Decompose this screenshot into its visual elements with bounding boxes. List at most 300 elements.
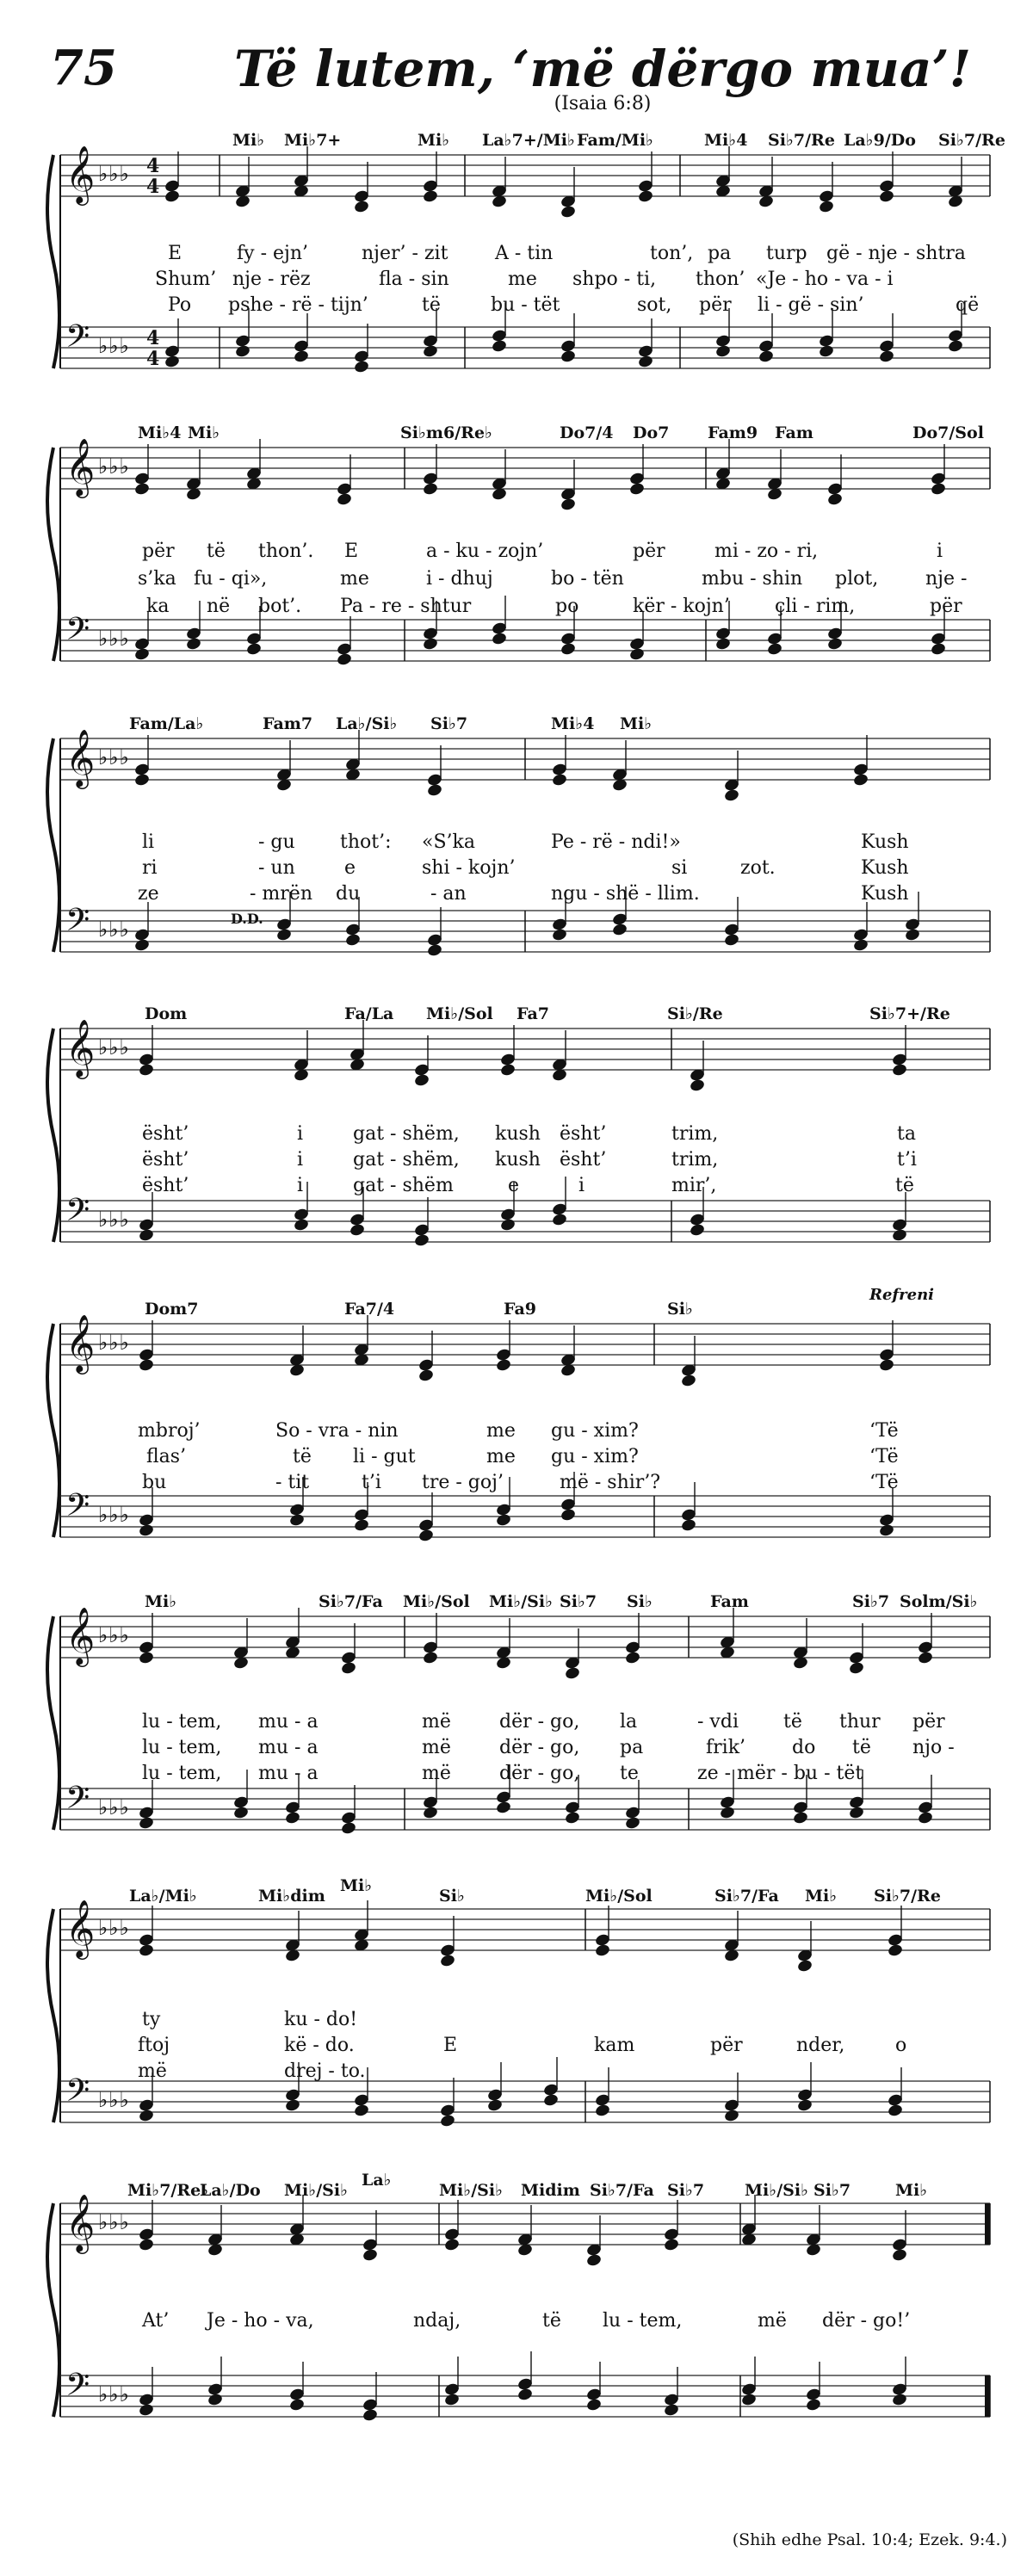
lyric-syllable: Shum’ [155, 269, 217, 290]
lyric-syllable: la [620, 1711, 638, 1733]
notehead [133, 482, 150, 497]
chord-symbol: Mi♭ [145, 1592, 177, 1611]
notehead [930, 642, 946, 657]
notehead [551, 1213, 567, 1227]
key-signature-flats: ♭♭♭ [98, 162, 130, 186]
key-signature-flats: ♭♭♭ [98, 917, 130, 942]
lyric-syllable: Pe - rë - ndi!» [551, 831, 681, 853]
notehead [628, 482, 645, 497]
notehead [426, 943, 442, 958]
chord-symbol: Mi♭/Si♭ [439, 2181, 504, 2200]
lyric-syllable: mu - a [258, 1763, 319, 1784]
lyric-syllable: më [422, 1763, 451, 1784]
music-system-6 [0, 1582, 1033, 1892]
notehead [275, 928, 292, 942]
lyric-syllable: për [930, 596, 962, 617]
notehead [560, 205, 576, 219]
notehead [133, 647, 150, 662]
chord-symbol: Fam [710, 1592, 749, 1611]
lyric-syllable: thur [839, 1711, 881, 1733]
lyric-syllable: të [422, 294, 441, 316]
notehead [624, 1816, 640, 1831]
notehead [637, 355, 653, 369]
lyric-syllable: kush [495, 1123, 541, 1145]
notehead [422, 1651, 438, 1665]
lyric-syllable: bu [142, 1472, 167, 1493]
notehead [138, 1816, 154, 1831]
lyric-syllable: s’ka [138, 568, 176, 590]
notehead [878, 189, 894, 204]
scripture-reference: (Isaia 6:8) [554, 93, 652, 114]
chord-symbol: La♭ [362, 2171, 392, 2190]
lyric-syllable: që [956, 294, 980, 316]
notehead [207, 2393, 223, 2407]
key-signature-flats: ♭♭♭ [98, 1623, 130, 1647]
bass-clef-icon: 𝄢 [65, 902, 90, 946]
notehead [245, 642, 262, 657]
notehead [723, 933, 739, 948]
footer-references: (Shih edhe Psal. 10:4; Ezek. 9:4.) [732, 2530, 1007, 2549]
notehead [353, 200, 369, 214]
lyric-syllable: ze - mër - bu - tët [697, 1763, 863, 1784]
lyric-syllable: li - gut [353, 1446, 416, 1467]
lyric-syllable: të [542, 2310, 561, 2332]
notehead [766, 642, 782, 657]
notehead [689, 1078, 705, 1093]
chord-symbol: Si♭7 [430, 714, 468, 733]
notehead [740, 2393, 757, 2407]
notehead [560, 349, 576, 364]
treble-clef-icon: 𝄞 [65, 728, 96, 787]
key-signature-flats: ♭♭♭ [98, 1035, 130, 1059]
chord-symbol: Mi♭ [232, 131, 265, 150]
lyric-syllable: mbroj’ [138, 1420, 201, 1442]
lyric-syllable: So - vra - nin [275, 1420, 399, 1442]
key-signature-flats: ♭♭♭ [98, 627, 130, 651]
chord-symbol: Fam7 [263, 714, 313, 733]
lyric-syllable: flas’ [146, 1446, 187, 1467]
lyric-syllable: t’i [897, 1149, 917, 1171]
time-signature-top: 4 [146, 327, 160, 349]
key-signature-flats: ♭♭♭ [98, 2088, 130, 2112]
lyric-syllable: do [792, 1737, 816, 1758]
notehead [491, 632, 507, 646]
notehead [560, 497, 576, 512]
lyric-syllable: thon’. [258, 541, 314, 562]
notehead [439, 2114, 455, 2128]
lyric-syllable: mi - zo - ri, [714, 541, 819, 562]
chord-symbol: Si♭/Re [667, 1004, 723, 1023]
lyric-syllable: lu - tem, [142, 1763, 222, 1784]
notehead [164, 355, 180, 369]
lyric-syllable: plot, [835, 568, 879, 590]
bass-clef-icon: 𝄢 [65, 318, 90, 362]
notehead [422, 1806, 438, 1820]
lyric-syllable: - mrën [250, 883, 312, 905]
lyric-syllable: çli - rim, [775, 596, 856, 617]
lyric-syllable: të [895, 1175, 914, 1196]
lyric-syllable: dër - go!’ [822, 2310, 911, 2332]
lyric-syllable: më [758, 2310, 787, 2332]
notehead [138, 2403, 154, 2418]
notehead [138, 1228, 154, 1243]
lyric-syllable: më [138, 2060, 167, 2082]
notehead [353, 1518, 369, 1533]
chord-symbol: Midim [521, 2181, 580, 2200]
music-system-3 [0, 704, 1033, 1014]
lyric-syllable: ësht’ [142, 1123, 189, 1145]
chord-symbol: Mi♭ [418, 131, 450, 150]
notehead [293, 1218, 309, 1232]
notehead [887, 2103, 903, 2118]
treble-clef-icon: 𝄞 [65, 437, 96, 496]
treble-clef-icon: 𝄞 [65, 1018, 96, 1077]
key-signature-flats: ♭♭♭ [98, 334, 130, 358]
chord-symbol: La♭7+/Mi♭ [482, 131, 575, 150]
lyric-syllable: ‘Të [869, 1446, 899, 1467]
chord-symbol: Mi♭7+ [284, 131, 342, 150]
final-barline [985, 2203, 990, 2245]
notehead [917, 1651, 933, 1665]
notehead [418, 1529, 434, 1543]
notehead [413, 1233, 430, 1248]
chord-symbol: Si♭7/Fa [590, 2181, 654, 2200]
lyric-syllable: i - dhuj [426, 568, 493, 590]
notehead [564, 1666, 580, 1681]
notehead [723, 788, 739, 803]
lyric-syllable: Kush [861, 857, 909, 879]
chord-symbol: Si♭7/Re [938, 131, 1005, 150]
lyric-syllable: dër - go, [499, 1711, 580, 1733]
chord-symbol: Si♭7 [852, 1592, 890, 1611]
chord-symbol: Mi♭ [620, 714, 653, 733]
notehead [663, 2403, 679, 2418]
lyric-syllable: kër - kojn’ [633, 596, 730, 617]
key-signature-flats: ♭♭♭ [98, 1331, 130, 1355]
notehead [594, 1943, 610, 1958]
lyric-syllable: gu - xim? [551, 1420, 639, 1442]
notehead [138, 2238, 154, 2252]
lyric-syllable: mu - a [258, 1737, 319, 1758]
chord-symbol: Mi♭7/Re♭ [127, 2181, 209, 2200]
notehead [878, 349, 894, 364]
chord-symbol: Si♭7 [667, 2181, 705, 2200]
notehead [443, 2393, 460, 2407]
final-barline [985, 2375, 990, 2417]
notehead [336, 652, 352, 667]
notehead [585, 2253, 602, 2268]
lyric-syllable: thon’ [696, 269, 745, 290]
chord-symbol: Si♭m6/Re♭ [400, 423, 493, 442]
notehead [637, 189, 653, 204]
lyric-syllable: ‘Të [869, 1420, 899, 1442]
lyric-syllable: ësht’ [560, 1123, 607, 1145]
lyric-syllable: për [633, 541, 665, 562]
lyric-syllable: lu - tem, [142, 1737, 222, 1758]
lyric-syllable: a - ku - zojn’ [426, 541, 544, 562]
notehead [422, 637, 438, 652]
notehead [495, 1801, 511, 1815]
chord-symbol: Mi♭4 [138, 423, 182, 442]
lyric-syllable: bot’. [258, 596, 302, 617]
notehead [796, 1959, 813, 1974]
lyric-syllable: të [852, 1737, 871, 1758]
notehead [340, 1821, 356, 1836]
chord-symbol: Si♭7+/Re [869, 1004, 950, 1023]
notehead [947, 339, 963, 354]
notehead [611, 923, 628, 937]
lyric-syllable: ftoj [138, 2035, 170, 2056]
chord-symbol: Mi♭dim [258, 1887, 325, 1906]
notehead [495, 1358, 511, 1373]
key-signature-flats: ♭♭♭ [98, 1916, 130, 1940]
chord-symbol: Mi♭4 [704, 131, 748, 150]
chord-symbol: Fam9 [708, 423, 758, 442]
notehead [663, 2238, 679, 2252]
notehead [138, 1943, 154, 1958]
lyric-syllable: si [671, 857, 688, 879]
music-system-4 [0, 994, 1033, 1304]
notehead [930, 482, 946, 497]
lyric-syllable: mbu - shin [702, 568, 803, 590]
lyric-syllable: i [937, 541, 943, 562]
lyric-syllable: du [336, 883, 361, 905]
key-signature-flats: ♭♭♭ [98, 1503, 130, 1527]
time-signature-bottom: 4 [146, 348, 160, 370]
lyric-syllable: nder, [796, 2035, 845, 2056]
notehead [719, 1806, 735, 1820]
bass-clef-icon: 𝄢 [65, 1487, 90, 1531]
notehead [133, 773, 150, 788]
lyric-syllable: li [142, 831, 155, 853]
lyric-syllable: në [207, 596, 231, 617]
lyric-syllable: për [699, 294, 732, 316]
lyric-syllable: ësht’ [142, 1149, 189, 1171]
notehead [362, 2248, 378, 2263]
lyric-syllable: gu - xim? [551, 1446, 639, 1467]
lyric-syllable: fu - qi», [194, 568, 268, 590]
lyric-syllable: pa [620, 1737, 644, 1758]
notehead [542, 2093, 559, 2108]
lyric-syllable: ta [897, 1123, 916, 1145]
notehead [852, 773, 869, 788]
notehead [439, 1954, 455, 1968]
lyric-syllable: trim, [671, 1123, 719, 1145]
bass-clef-icon: 𝄢 [65, 2367, 90, 2411]
notehead [422, 189, 438, 204]
notehead [516, 2388, 533, 2402]
treble-clef-icon: 𝄞 [65, 2193, 96, 2252]
lyric-syllable: o [895, 2035, 907, 2056]
chord-symbol: Mi♭ [340, 1876, 373, 1895]
lyric-syllable: - tit [275, 1472, 310, 1493]
lyric-syllable: me [486, 1446, 516, 1467]
notehead [917, 1811, 933, 1825]
notehead [349, 1223, 365, 1238]
song-number: 75 [50, 40, 117, 96]
notehead [138, 1063, 154, 1078]
notehead [422, 344, 438, 359]
lyric-syllable: A - tin [495, 243, 554, 264]
notehead [887, 1943, 903, 1958]
chord-symbol: Si♭ [627, 1592, 653, 1611]
lyric-syllable: bu - tët [491, 294, 560, 316]
refrain-label: Refreni [869, 1286, 935, 1304]
lyric-syllable: për [710, 2035, 743, 2056]
lyric-syllable: njo - [912, 1737, 955, 1758]
notehead [164, 189, 180, 204]
time-signature-top: 4 [146, 155, 160, 177]
notehead [852, 938, 869, 953]
chord-symbol: Mi♭/Sol [585, 1887, 653, 1906]
lyric-syllable: lu - tem, [603, 2310, 683, 2332]
lyric-syllable: të [293, 1446, 312, 1467]
notehead [891, 1063, 907, 1078]
lyric-syllable: pa [708, 243, 732, 264]
notehead [443, 2238, 460, 2252]
lyric-syllable: për [142, 541, 175, 562]
lyric-syllable: më - shir’? [560, 1472, 661, 1493]
lyric-syllable: mir’, [671, 1175, 717, 1196]
chord-symbol: Mi♭/Sol [403, 1592, 470, 1611]
staff-system-5 [0, 1289, 1033, 1599]
chord-symbol: Mi♭/Si♭ [745, 2181, 809, 2200]
lyric-syllable: dër - go, [499, 1737, 580, 1758]
notehead [133, 938, 150, 953]
time-signature-bottom: 4 [146, 176, 160, 198]
lyric-syllable: ngu - shë - llim. [551, 883, 700, 905]
notehead [796, 2098, 813, 2113]
lyric-syllable: të [783, 1711, 802, 1733]
lyric-syllable: fy - ejn’ [237, 243, 308, 264]
lyric-syllable: E [168, 243, 182, 264]
notehead [891, 1228, 907, 1243]
lyric-syllable: kë - do. [284, 2035, 355, 2056]
lyric-syllable: ësht’ [560, 1149, 607, 1171]
music-system-8 [0, 2169, 1033, 2479]
notehead [499, 1218, 516, 1232]
chord-symbol: Fam/Mi♭ [577, 131, 654, 150]
lyric-syllable: ‘Të [869, 1472, 899, 1493]
lyric-syllable: ri [142, 857, 158, 879]
chord-symbol: Si♭7 [813, 2181, 851, 2200]
music-system-1 [0, 120, 1033, 430]
notehead [560, 642, 576, 657]
notehead [138, 1651, 154, 1665]
notehead [495, 1513, 511, 1528]
lyric-syllable: ka [146, 596, 170, 617]
lyric-syllable: bo - tën [551, 568, 624, 590]
lyric-syllable: me [340, 568, 369, 590]
notehead [714, 637, 731, 652]
lyric-syllable: Kush [861, 883, 909, 905]
notehead [426, 783, 442, 798]
dal-capo-mark: D.D. [231, 911, 263, 927]
chord-symbol: Mi♭ [895, 2181, 928, 2200]
lyric-syllable: ze [138, 883, 159, 905]
chord-symbol: Fa9 [504, 1300, 536, 1319]
notehead [138, 2109, 154, 2123]
chord-symbol: Mi♭/Si♭ [489, 1592, 554, 1611]
notehead [628, 647, 645, 662]
lyric-syllable: po [555, 596, 579, 617]
lyric-syllable: zot. [740, 857, 776, 879]
lyric-syllable: gë - nje - shtra [826, 243, 966, 264]
lyric-syllable: thot’: [340, 831, 392, 853]
notehead [680, 1374, 696, 1388]
lyric-syllable: shi - kojn’ [422, 857, 516, 879]
notehead [551, 928, 567, 942]
notehead [185, 637, 201, 652]
chord-symbol: Si♭ [439, 1887, 465, 1906]
notehead [288, 1513, 305, 1528]
chord-symbol: La♭/Mi♭ [129, 1887, 197, 1906]
lyric-syllable: më [422, 1737, 451, 1758]
lyric-syllable: «S’ka [422, 831, 475, 853]
lyric-syllable: më [422, 1711, 451, 1733]
lyric-syllable: fla - sin [379, 269, 449, 290]
lyric-syllable: lu - tem, [142, 1711, 222, 1733]
lyric-syllable: kush [495, 1149, 541, 1171]
chord-symbol: Fa/La [344, 1004, 394, 1023]
notehead [564, 1811, 580, 1825]
treble-clef-icon: 𝄞 [65, 1313, 96, 1372]
chord-symbol: Si♭ [667, 1300, 693, 1319]
chord-symbol: Si♭7/Fa [714, 1887, 779, 1906]
lyric-syllable: kam [594, 2035, 635, 2056]
lyric-syllable: nje - [925, 568, 968, 590]
notehead [560, 1508, 576, 1523]
treble-clef-icon: 𝄞 [65, 145, 96, 203]
chord-symbol: Si♭7/Re [768, 131, 835, 150]
lyric-syllable: ku - do! [284, 2009, 358, 2030]
notehead [758, 349, 774, 364]
notehead [284, 2098, 300, 2113]
notehead [344, 933, 361, 948]
chord-symbol: Mi♭ [188, 423, 220, 442]
key-signature-flats: ♭♭♭ [98, 454, 130, 479]
chord-symbol: Mi♭ [805, 1887, 838, 1906]
key-signature-flats: ♭♭♭ [98, 1795, 130, 1819]
notehead [848, 1661, 864, 1676]
chord-symbol: Fam/La♭ [129, 714, 204, 733]
lyric-syllable: E [443, 2035, 458, 2056]
lyric-syllable: shpo - ti, [572, 269, 657, 290]
notehead [413, 1073, 430, 1088]
lyric-syllable: i [297, 1123, 304, 1145]
chord-symbol: Dom7 [145, 1300, 199, 1319]
chord-symbol: Dom [145, 1004, 188, 1023]
lyric-syllable: pshe - rë - tijn’ [228, 294, 368, 316]
lyric-syllable: dër - go, [499, 1763, 580, 1784]
music-system-2 [0, 413, 1033, 723]
lyric-syllable: sot, [637, 294, 672, 316]
notehead [551, 773, 567, 788]
notehead [336, 492, 352, 507]
lyric-syllable: Je - ho - va, [207, 2310, 314, 2332]
key-signature-flats: ♭♭♭ [98, 745, 130, 769]
notehead [792, 1811, 808, 1825]
key-signature-flats: ♭♭♭ [98, 2210, 130, 2234]
notehead [491, 339, 507, 354]
bass-clef-icon: 𝄢 [65, 611, 90, 655]
song-header [0, 0, 1033, 112]
notehead [138, 1358, 154, 1373]
lyric-syllable: gat - shëm [353, 1175, 454, 1196]
lyric-syllable: mu - a [258, 1711, 319, 1733]
lyric-syllable: nje - rëz [232, 269, 311, 290]
lyric-syllable: turp [766, 243, 807, 264]
